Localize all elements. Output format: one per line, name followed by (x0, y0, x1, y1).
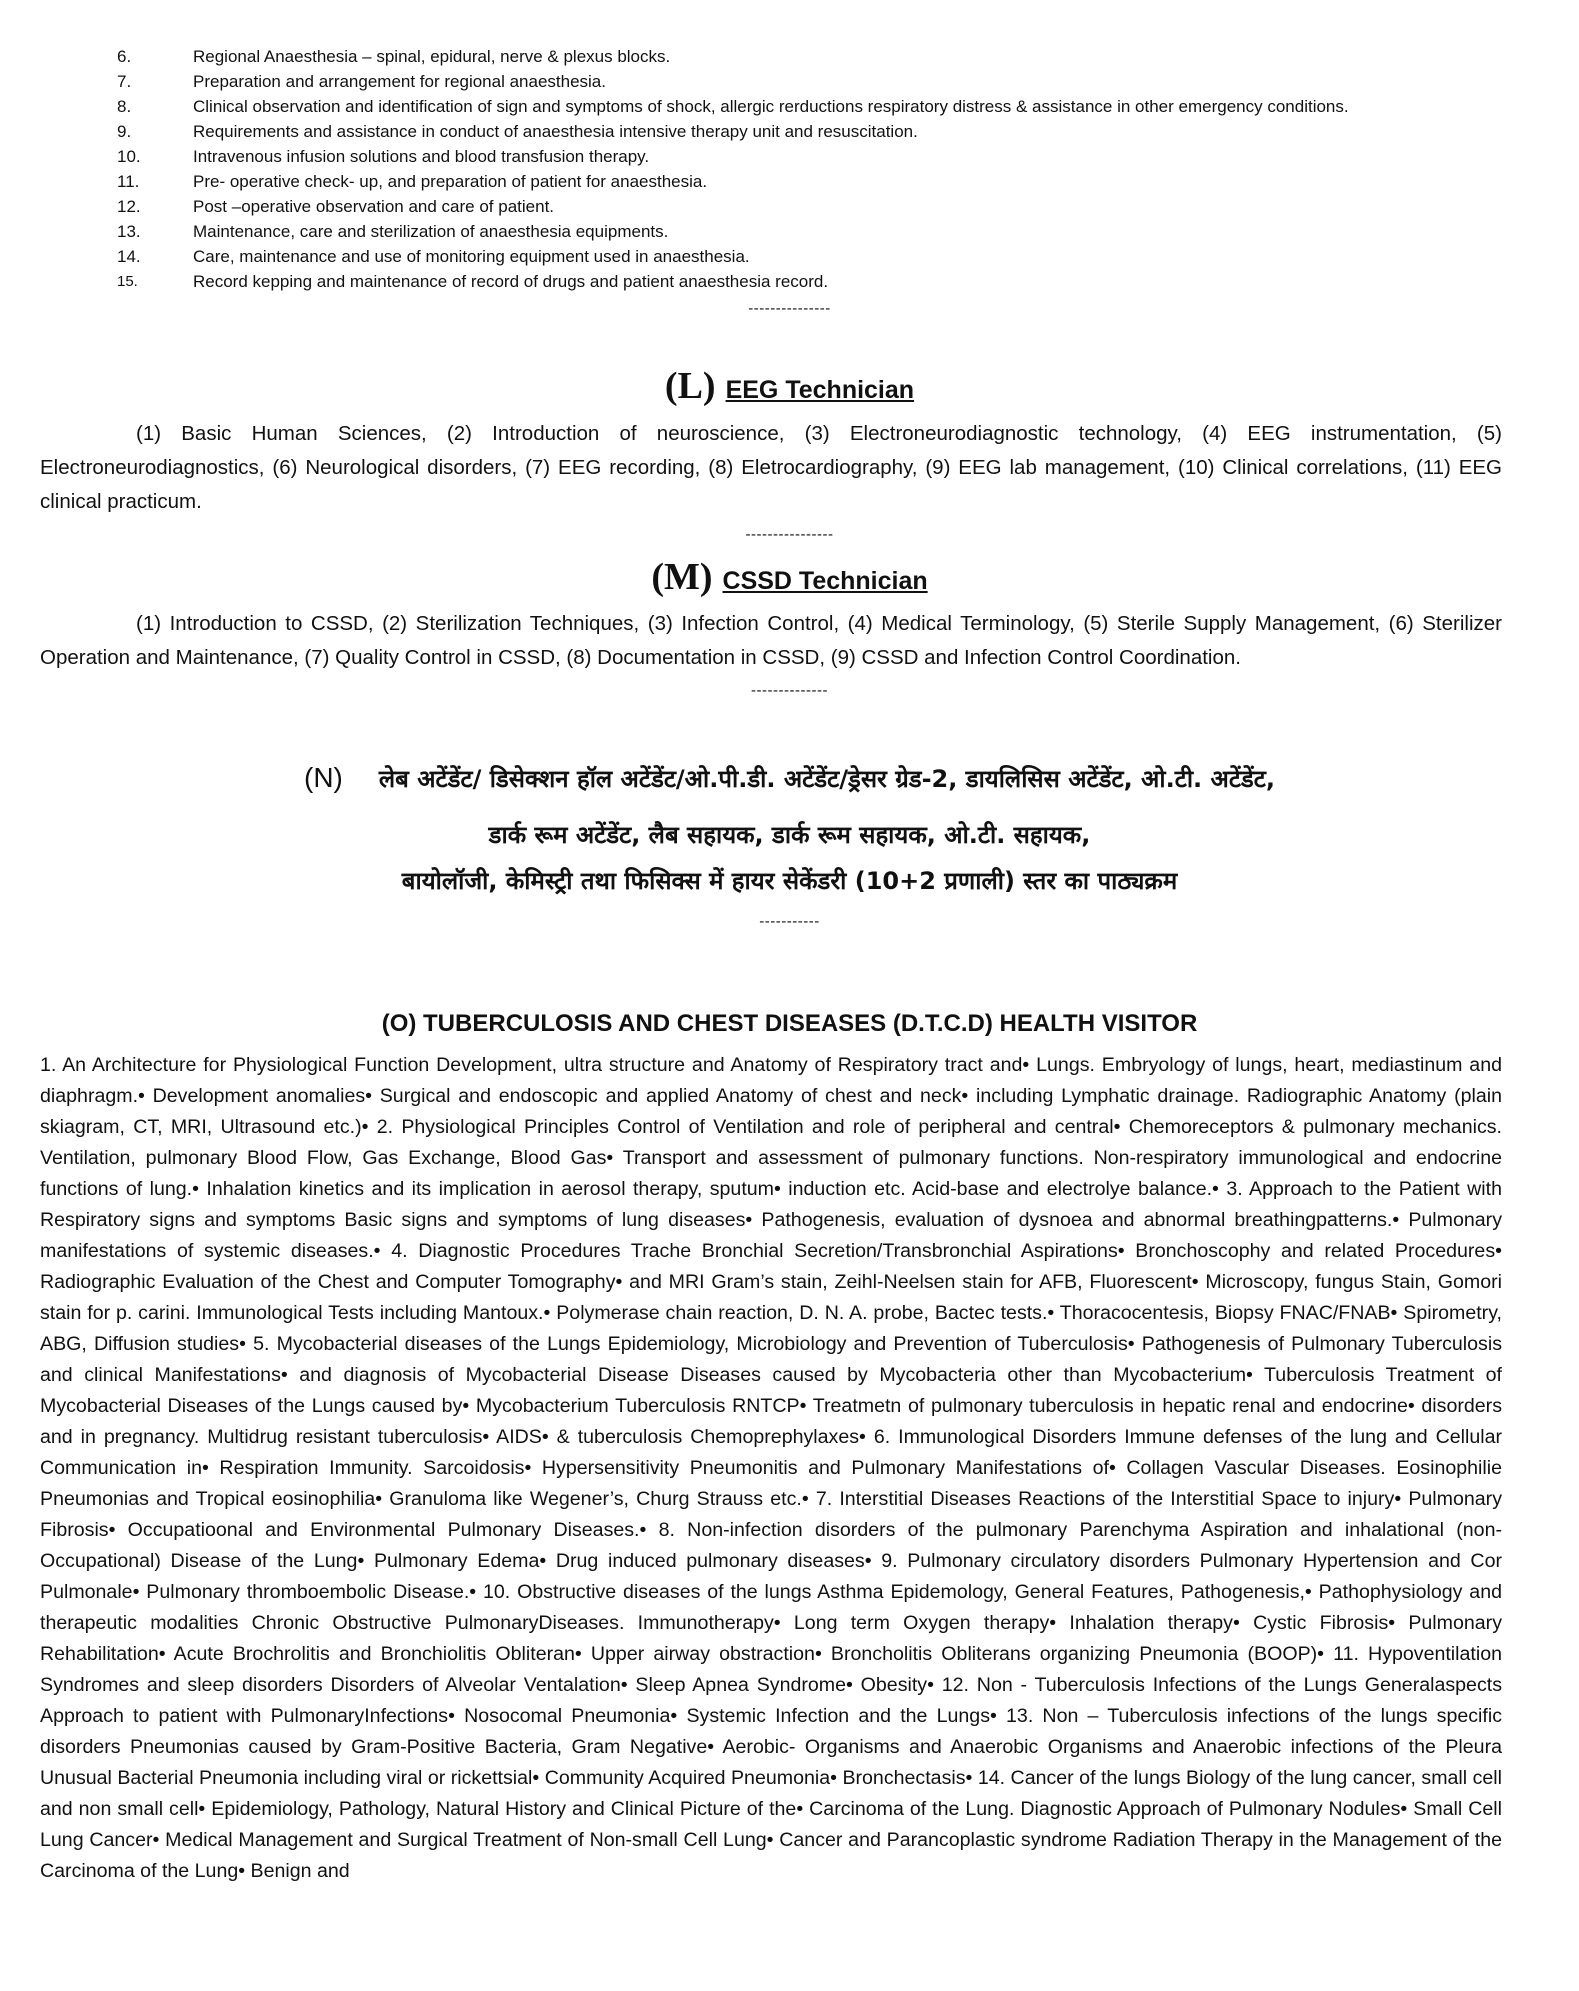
item-number: 11. (117, 172, 140, 191)
anaesthesia-topic-list (117, 44, 1537, 294)
section-separator: ----------- (759, 913, 820, 930)
section-separator: --------------- (748, 300, 831, 317)
item-number: 9. (117, 122, 132, 141)
section-n-line-3: बायोलॉजी, केमिस्ट्री तथा फिसिक्स में हायर सेकेंडरी (10+2 प्रणाली) स्तर का पाठ्यक्रम (401, 867, 1178, 895)
item-text: Preparation and arrangement for regional anaesthesia. (193, 72, 606, 91)
section-title: CSSD Technician (722, 567, 928, 595)
hindi-text: लेब अटेंडेंट/ डिसेक्शन हॉल अटेंडेंट/ओ.पी.डी. अटेंडेंट/ड्रेसर ग्रेड-2, डायलिसिस अटेंडेंट, ओ.टी. अटेंडेंट, (378, 765, 1275, 793)
item-number: 13. (117, 222, 141, 241)
list-item (117, 144, 1537, 169)
list-item (117, 69, 1537, 94)
section-o-text: 1. An Architecture for Physiological Function Development, ultra structure and Anatomy of Respiratory tract and• Lungs. Embryology of lungs, heart, mediastinum and diaphragm.• Development anomalies• Surgical and endoscopic and applied Anatomy of chest and neck• including Lymphatic drainage. Radiographic Anatomy (plain skiagram, CT, MRI, Ultrasound etc.)• 2. Physiological Principles Control of Ventilation and role of peripheral and central• Chemoreceptors & pulmonary mechanics. Ventilation, pulmonary Blood Flow, Gas Exchange, Blood Gas• Transport and assessment of pulmonary functions. Non-respiratory immunological and endocrine functions of lung.• Inhalation kinetics and its implication in aerosol therapy, sputum• induction etc. Acid-base and electrolye balance.• 3. Approach to the Patient with Respiratory signs and symptoms Basic signs and symptoms of lung diseases• Pathogenesis, evaluation of dysnoea and abnormal breathingpatterns.• Pulmonary manifestations of systemic diseases.• 4. Diagnostic Procedures Trache Bronchial Secretion/Transbronchial Aspirations• Bronchoscophy and related Procedures• Radiographic Evaluation of the Chest and Computer Tomography• and MRI Gram’s stain, Zeihl-Neelsen stain for AFB, Fluorescent• Microscopy, fungus Stain, Gomori stain for p. carini. Immunological Tests including Mantoux.• Polymerase chain reaction, D. N. A. probe, Bactec tests.• Thoracocentesis, Biopsy FNAC/FNAB• Spirometry, ABG, Diffusion studies• 5. Mycobacterial diseases of the Lungs Epidemiology, Microbiology and Prevention of Tuberculosis• Pathogenesis of Pulmonary Tuberculosis and clinical Manifestations• and diagnosis of Mycobacterial Disease Diseases caused by Mycobacteria other than Mycobacterium• Tuberculosis Treatment of Mycobacterial Diseases of the Lungs caused by• Mycobacterium Tuberculosis RNTCP• Treatmetn of pulmonary tuberculosis in hepatic renal and endocrine• disorders and in pregnancy. Multidrug resistant tuberculosis• AIDS• & tuberculosis Chemoprephylaxes• 6. Immunological Disorders Immune defenses of the lung and Cellular Communication in• Respiration Immunity. Sarcoidosis• Hypersensitivity Pneumonitis and Pulmonary Manifestations of• Collagen Vascular Diseases. Eosinophilie Pneumonias and Tropical eosinophilia• Granuloma like Wegener’s, Churg Strauss etc.• 7. Interstitial Diseases Reactions of the Interstitial Space to injury• Pulmonary Fibrosis• Occupatioonal and Environmental Pulmonary Diseases.• 8. Non-infection disorders of the pulmonary Parenchyma Aspiration and inhalational (non-Occupational) Disease of the Lung• Pulmonary Edema• Drug induced pulmonary diseases• 9. Pulmonary circulatory disorders Pulmonary Hypertension and Cor Pulmonale• Pulmonary thromboembolic Disease.• 10. Obstructive diseases of the lungs Asthma Epidemology, General Features, Pathogenesis,• Pathophysiology and therapeutic modalities Chronic Obstructive PulmonaryDiseases. Immunotherapy• Long term Oxygen therapy• Inhalation therapy• Cystic Fibrosis• Pulmonary Rehabilitation• Acute Brochrolitis and Bronchiolitis Obliteran• Upper airway obstraction• Broncholitis Obliterans organizing Pneumonia (BOOP)• 11. Hypoventilation Syndromes and sleep disorders Disorders of Alveolar Ventalation• Sleep Apnea Syndrome• Obesity• 12. Non - Tuberculosis Infections of the Lungs Generalaspects Approach to patient with PulmonaryInfections• Nosocomal Pneumonia• Systemic Infection and the Lungs• 13. Non – Tuberculosis infections of the lungs specific disorders Pneumonias caused by Gram-Positive Bacteria, Gram Negative• Aerobic- Organisms and Anaerobic Organisms and Anaerobic infections of the Pleura Unusual Bacterial Pneumonia including viral or rickettsial• Community Acquired Pneumonia• Bronchectasis• 14. Cancer of the lungs Biology of the lung cancer, small cell and non small cell• Epidemiology, Pathology, Natural History and Clinical Picture of the• Carcinoma of the Lung. Diagnostic Approach of Pulmonary Nodules• Small Cell Lung Cancer• Medical Management and Surgical Treatment of Non-small Cell Lung• Cancer and Parancoplastic syndrome Radiation Therapy in the Management of the Carcinoma of the Lung• Benign and (40, 1054, 1502, 1882)
section-title: EEG Technician (725, 376, 915, 404)
list-item (117, 119, 1537, 144)
list-item (117, 244, 1537, 269)
item-text: Record kepping and maintenance of record of drugs and patient anaesthesia record. (193, 272, 829, 291)
item-number: 12. (117, 197, 141, 216)
list-item (117, 269, 1537, 294)
item-text: Pre- operative check- up, and preparation of patient for anaesthesia. (193, 172, 708, 191)
item-number: 8. (117, 97, 132, 116)
list-item (117, 44, 1537, 69)
item-number: 7. (117, 72, 132, 91)
item-number: 10. (117, 147, 141, 166)
section-m-text: (1) Introduction to CSSD, (2) Sterilization Techniques, (3) Infection Control, (4) Medical Terminology, (5) Sterile Supply Management, (6) Sterilizer Operation and Maintenance, (7) Quality Control in CSSD, (8) Documentation in CSSD, (9) CSSD and Infection Control Coordination. (40, 612, 1502, 669)
list-item (117, 94, 1537, 119)
item-text: Intravenous infusion solutions and blood transfusion therapy. (193, 147, 650, 166)
item-text: Requirements and assistance in conduct of anaesthesia intensive therapy unit and resuscitation. (193, 122, 918, 141)
item-text: Clinical observation and identification of sign and symptoms of shock, allergic rerductions respiratory distress & assistance in other emergency conditions. (193, 97, 1349, 116)
section-heading-m (0, 555, 1579, 599)
section-letter: (M) (651, 556, 713, 598)
item-number: 6. (117, 47, 132, 66)
section-n-line-1 (0, 762, 1579, 795)
section-n-line-2: डार्क रूम अटेंडेंट, लैब सहायक, डार्क रूम सहायक, ओ.टी. सहायक, (488, 821, 1091, 849)
item-number: 14. (117, 247, 141, 266)
section-letter: (N) (304, 762, 343, 793)
section-heading-l (0, 364, 1579, 408)
section-separator: -------------- (751, 682, 828, 699)
section-letter: (L) (664, 365, 716, 407)
section-l-text: (1) Basic Human Sciences, (2) Introduction of neuroscience, (3) Electroneurodiagnostic technology, (4) EEG instrumentation, (5) Electroneurodiagnostics, (6) Neurological disorders, (7) EEG recording, (8) Eletrocardiography, (9) EEG lab management, (10) Clinical correlations, (11) EEG clinical practicum. (40, 422, 1502, 513)
item-number: 15. (117, 273, 138, 290)
section-separator: ---------------- (745, 526, 834, 543)
list-item (117, 194, 1537, 219)
item-text: Maintenance, care and sterilization of anaesthesia equipments. (193, 222, 669, 241)
list-item (117, 169, 1537, 194)
item-text: Care, maintenance and use of monitoring equipment used in anaesthesia. (193, 247, 750, 266)
item-text: Post –operative observation and care of patient. (193, 197, 555, 216)
section-heading-o: (O) TUBERCULOSIS AND CHEST DISEASES (D.T.C.D) HEALTH VISITOR (381, 1010, 1198, 1037)
item-text: Regional Anaesthesia – spinal, epidural, nerve & plexus blocks. (193, 47, 671, 66)
list-item (117, 219, 1537, 244)
